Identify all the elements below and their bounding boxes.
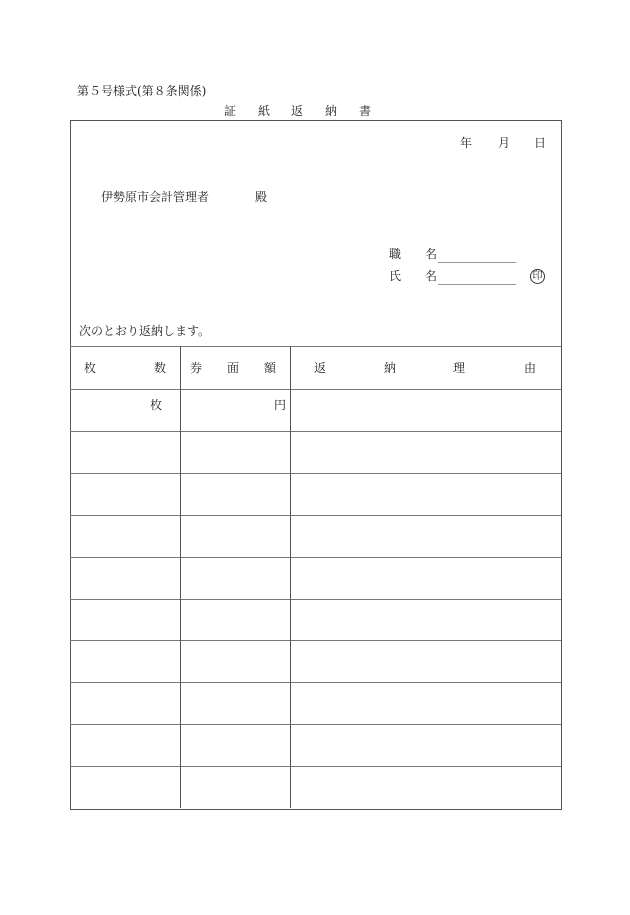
title-char: 返 [291,104,304,118]
row-line [70,724,561,725]
header-reason-1: 返 [314,361,327,375]
row-line [70,682,561,683]
row-line [70,640,561,641]
unit-yen: 円 [274,398,287,412]
row-line [70,515,561,516]
header-face-1: 券 [190,361,203,375]
title-char: 紙 [258,104,271,118]
header-reason-3: 理 [453,361,466,375]
date-year: 年 [460,136,473,150]
addressee: 伊勢原市会計管理者 [101,190,210,204]
name-label-2: 名 [425,269,438,283]
statement: 次のとおり返納します。 [79,324,211,338]
header-count-2: 数 [154,361,167,375]
seal-mark: 印 [530,269,545,284]
header-face-3: 額 [264,361,277,375]
table-top-line [70,346,561,347]
title-char: 納 [325,104,338,118]
position-field[interactable]: _____________ [438,249,516,263]
header-count-1: 枚 [84,361,97,375]
row-line [70,473,561,474]
row-line [70,557,561,558]
header-bottom-line [70,389,561,390]
header-reason-2: 納 [384,361,397,375]
header-face-2: 面 [227,361,240,375]
honorific: 殿 [255,190,268,204]
title-char: 証 [224,104,237,118]
column-line [290,346,291,808]
date-month: 月 [498,136,511,150]
row-line [70,766,561,767]
form-number: 第５号様式(第８条関係) [77,84,207,98]
row-line [70,431,561,432]
position-label-1: 職 [389,247,402,261]
form-frame [70,120,562,810]
name-field[interactable]: _____________ [438,271,516,285]
unit-count: 枚 [150,398,163,412]
date-day: 日 [534,136,547,150]
column-line [180,346,181,808]
title-char: 書 [359,104,372,118]
row-line [70,599,561,600]
position-label-2: 名 [425,247,438,261]
name-label-1: 氏 [389,269,402,283]
header-reason-4: 由 [524,361,537,375]
